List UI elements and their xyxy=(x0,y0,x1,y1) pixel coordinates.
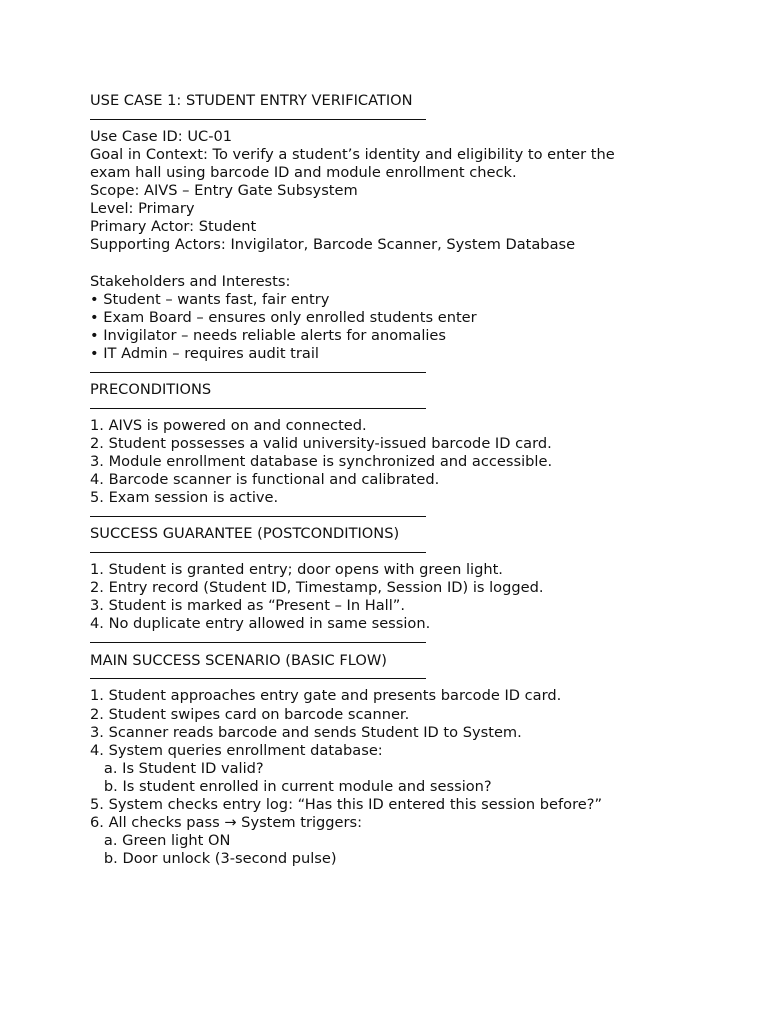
precondition-item: 4. Barcode scanner is functional and calibrated. xyxy=(90,471,440,489)
success-guarantee-list xyxy=(90,561,690,633)
field-scope: Scope: AIVS – Entry Gate Subsystem xyxy=(90,182,358,200)
use-case-title: USE CASE 1: STUDENT ENTRY VERIFICATION xyxy=(90,92,413,109)
scenario-substep: b. Is student enrolled in current module and session? xyxy=(90,777,492,795)
precondition-item: 5. Exam session is active. xyxy=(90,489,279,507)
section-divider xyxy=(90,642,426,643)
section-divider xyxy=(90,408,426,409)
section-divider xyxy=(90,372,426,373)
success-guarantee-heading: SUCCESS GUARANTEE (POSTCONDITIONS) xyxy=(90,525,400,543)
postcondition-item: 2. Entry record (Student ID, Timestamp, Session ID) is logged. xyxy=(90,579,544,597)
section-divider xyxy=(90,516,426,517)
preconditions-heading: PRECONDITIONS xyxy=(90,381,212,399)
field-level: Level: Primary xyxy=(90,200,195,218)
section-divider xyxy=(90,678,426,679)
use-case-fields xyxy=(90,128,690,255)
field-primary-actor: Primary Actor: Student xyxy=(90,218,257,236)
spacer xyxy=(90,254,690,272)
stakeholders-heading: Stakeholders and Interests: xyxy=(90,272,291,290)
section-divider xyxy=(90,552,426,553)
postcondition-item: 4. No duplicate entry allowed in same session. xyxy=(90,615,431,633)
postcondition-item: 3. Student is marked as “Present – In Hall”. xyxy=(90,597,405,615)
scenario-substep: b. Door unlock (3-second pulse) xyxy=(90,850,337,868)
stakeholder-item: • Exam Board – ensures only enrolled students enter xyxy=(90,308,477,326)
scenario-step: 2. Student swipes card on barcode scanner. xyxy=(90,705,410,723)
postcondition-item: 1. Student is granted entry; door opens with green light. xyxy=(90,561,503,579)
scenario-step: 6. All checks pass → System triggers: xyxy=(90,814,363,832)
field-goal-line-2: exam hall using barcode ID and module enrollment check. xyxy=(90,163,517,181)
preconditions-list xyxy=(90,417,690,507)
field-use-case-id: Use Case ID: UC-01 xyxy=(90,127,233,145)
scenario-step: 4. System queries enrollment database: xyxy=(90,741,383,759)
document-page xyxy=(90,92,690,868)
stakeholder-item: • Invigilator – needs reliable alerts for anomalies xyxy=(90,326,447,344)
precondition-item: 1. AIVS is powered on and connected. xyxy=(90,416,367,434)
scenario-step: 3. Scanner reads barcode and sends Student ID to System. xyxy=(90,723,522,741)
stakeholder-item: • Student – wants fast, fair entry xyxy=(90,290,330,308)
main-scenario-list xyxy=(90,687,690,868)
title-divider xyxy=(90,119,426,120)
scenario-substep: a. Is Student ID valid? xyxy=(90,759,264,777)
scenario-substep: a. Green light ON xyxy=(90,832,231,850)
precondition-item: 3. Module enrollment database is synchronized and accessible. xyxy=(90,453,553,471)
scenario-step: 5. System checks entry log: “Has this ID entered this session before?” xyxy=(90,795,603,813)
field-supporting-actors: Supporting Actors: Invigilator, Barcode Scanner, System Database xyxy=(90,236,576,254)
precondition-item: 2. Student possesses a valid university-issued barcode ID card. xyxy=(90,434,552,452)
scenario-step: 1. Student approaches entry gate and presents barcode ID card. xyxy=(90,687,562,705)
main-scenario-heading: MAIN SUCCESS SCENARIO (BASIC FLOW) xyxy=(90,651,387,669)
field-goal-line-1: Goal in Context: To verify a student’s identity and eligibility to enter the xyxy=(90,145,615,163)
stakeholder-item: • IT Admin – requires audit trail xyxy=(90,344,319,362)
stakeholders-section xyxy=(90,273,690,363)
